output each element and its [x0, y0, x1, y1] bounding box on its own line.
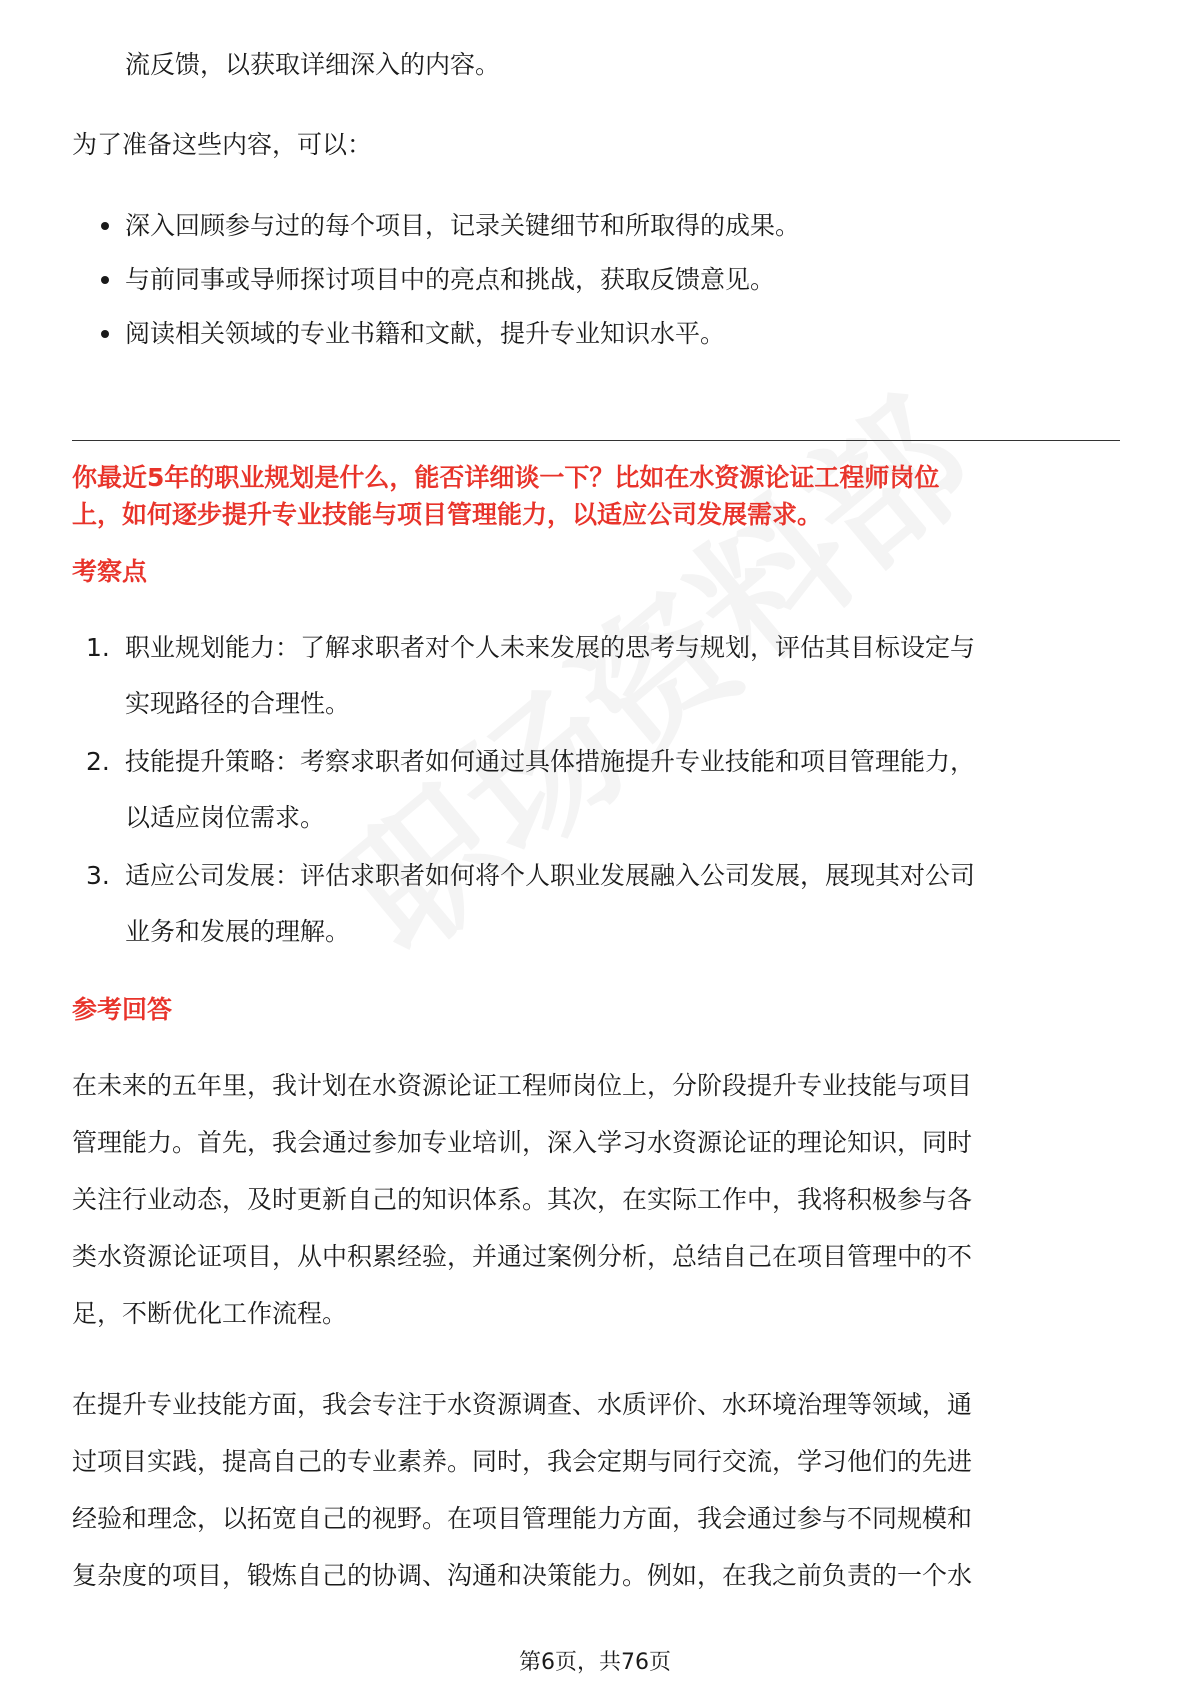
prep-heading: 为了准备这些内容，可以： — [72, 130, 373, 159]
answer-p1-line-3: 关注行业动态，及时更新自己的知识体系。其次，在实际工作中，我将积极参与各 — [72, 1185, 973, 1214]
focus-item-2-line-1: 技能提升策略：考察求职者如何通过具体措施提升专业技能和项目管理能力， — [125, 747, 976, 776]
focus-item-2-line-2: 以适应岗位需求。 — [125, 803, 326, 832]
focus-item-1-line-1: 职业规划能力：了解求职者对个人未来发展的思考与规划，评估其目标设定与 — [125, 633, 976, 662]
answer-p1-line-2: 管理能力。首先，我会通过参加专业培训，深入学习水资源论证的理论知识，同时 — [72, 1128, 973, 1157]
question-line-1: 你最近5年的职业规划是什么，能否详细谈一下？比如在水资源论证工程师岗位 — [72, 463, 940, 492]
bullet-dot — [101, 330, 109, 338]
section-divider — [72, 440, 1120, 441]
answer-p1-line-4: 类水资源论证项目，从中积累经验，并通过案例分析，总结自己在项目管理中的不 — [72, 1242, 973, 1271]
answer-p1-line-1: 在未来的五年里，我计划在水资源论证工程师岗位上，分阶段提升专业技能与项目 — [72, 1071, 973, 1100]
prep-bullet-2: 与前同事或导师探讨项目中的亮点和挑战，获取反馈意见。 — [125, 265, 776, 294]
focus-item-number: 3. — [86, 861, 110, 890]
watermark — [274, 328, 1026, 1008]
focus-heading: 考察点 — [72, 557, 148, 586]
answer-p2-line-1: 在提升专业技能方面，我会专注于水资源调查、水质评价、水环境治理等领域，通 — [72, 1390, 973, 1419]
focus-item-3-line-2: 业务和发展的理解。 — [125, 917, 351, 946]
prep-bullet-3: 阅读相关领域的专业书籍和文献，提升专业知识水平。 — [125, 319, 726, 348]
focus-item-number: 1. — [86, 633, 110, 662]
focus-item-3-line-1: 适应公司发展：评估求职者如何将个人职业发展融入公司发展，展现其对公司 — [125, 861, 976, 890]
answer-p2-line-3: 经验和理念，以拓宽自己的视野。在项目管理能力方面，我会通过参与不同规模和 — [72, 1504, 973, 1533]
page-number: 第6页，共76页 — [519, 1650, 671, 1675]
bullet-dot — [101, 222, 109, 230]
answer-p1-line-5: 足，不断优化工作流程。 — [72, 1299, 348, 1328]
answer-p2-line-4: 复杂度的项目，锻炼自己的协调、沟通和决策能力。例如，在我之前负责的一个水 — [72, 1561, 973, 1590]
answer-p2-line-2: 过项目实践，提高自己的专业素养。同时，我会定期与同行交流，学习他们的先进 — [72, 1447, 973, 1476]
focus-item-1-line-2: 实现路径的合理性。 — [125, 689, 351, 718]
focus-item-number: 2. — [86, 747, 110, 776]
intro-tail: 流反馈，以获取详细深入的内容。 — [125, 50, 501, 79]
prep-bullet-1: 深入回顾参与过的每个项目，记录关键细节和所取得的成果。 — [125, 211, 801, 240]
answer-heading: 参考回答 — [72, 995, 173, 1024]
question-line-2: 上，如何逐步提升专业技能与项目管理能力，以适应公司发展需求。 — [72, 500, 823, 529]
bullet-dot — [101, 276, 109, 284]
